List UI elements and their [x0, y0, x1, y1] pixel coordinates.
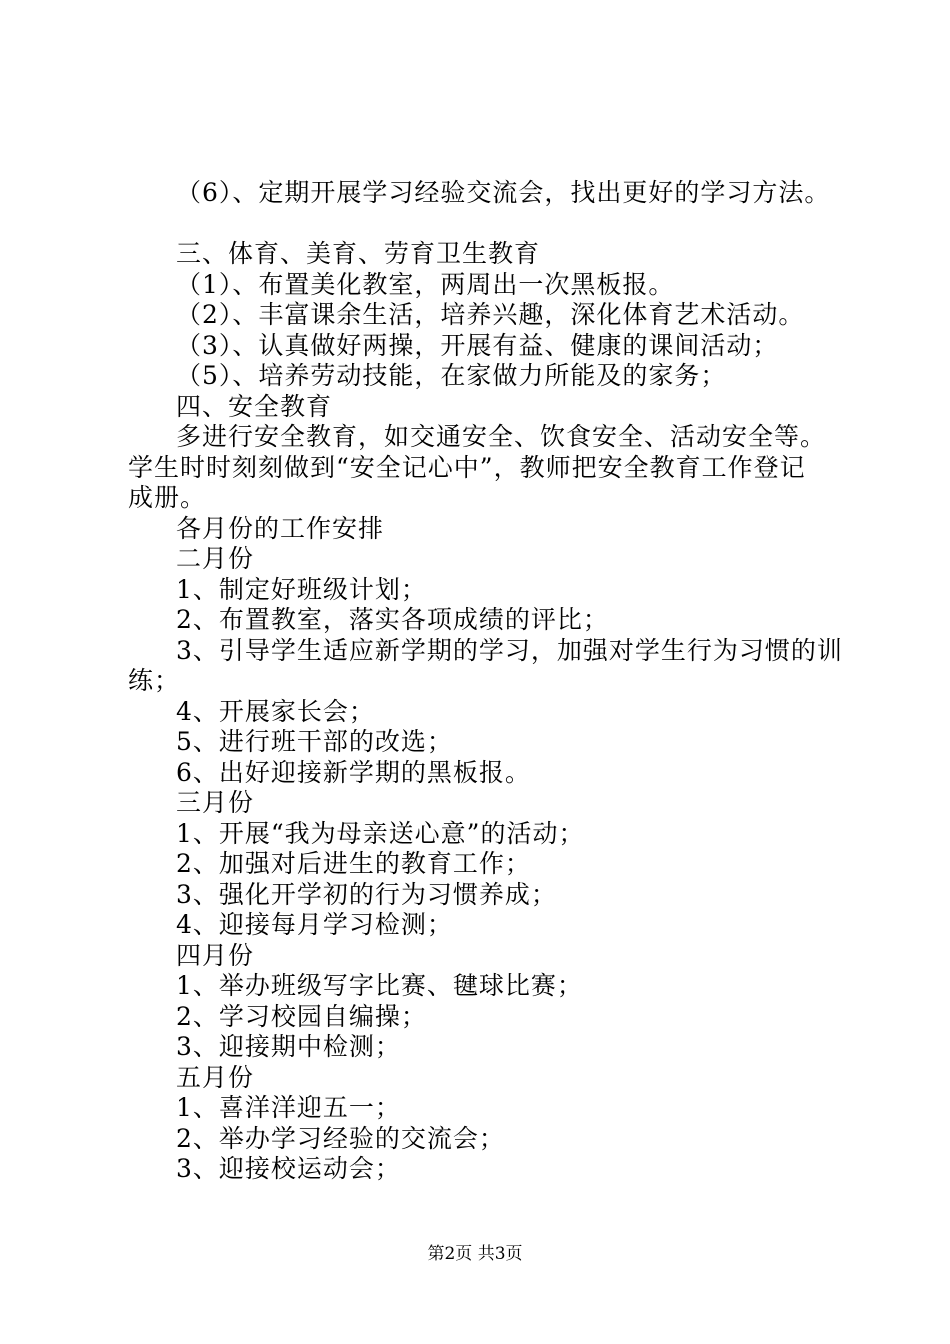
- list-item: 1、制定好班级计划；: [176, 575, 427, 604]
- list-item: 1、开展“我为母亲送心意”的活动；: [176, 819, 585, 848]
- text-line: 练；: [128, 666, 181, 695]
- text-line: （3）、认真做好两操，开展有益、健康的课间活动；: [176, 331, 779, 360]
- text-line: （5）、培养劳动技能，在家做力所能及的家务；: [176, 361, 727, 390]
- list-item: 2、布置教室，落实各项成绩的评比；: [176, 605, 609, 634]
- month-heading: 三月份: [176, 788, 255, 817]
- section-heading: 三、体育、美育、劳育卫生教育: [176, 239, 541, 268]
- list-item: 2、学习校园自编操；: [176, 1002, 427, 1031]
- text-line: （2）、丰富课余生活，培养兴趣，深化体育艺术活动。: [176, 300, 805, 329]
- section-heading: 各月份的工作安排: [176, 514, 385, 543]
- list-item: 2、举办学习经验的交流会；: [176, 1124, 505, 1153]
- list-item: 5、进行班干部的改选；: [176, 727, 453, 756]
- text-line: 多进行安全教育，如交通安全、饮食安全、活动安全等。: [176, 422, 827, 451]
- month-heading: 四月份: [176, 941, 255, 970]
- list-item: 3、引导学生适应新学期的学习，加强对学生行为习惯的训: [176, 636, 843, 665]
- text-line: （1）、布置美化教室，两周出一次黑板报。: [176, 270, 675, 299]
- text-line: 成册。: [128, 483, 207, 512]
- section-heading: 四、安全教育: [176, 392, 333, 421]
- text-line: （6）、定期开展学习经验交流会，找出更好的学习方法。: [176, 178, 831, 207]
- list-item: 6、出好迎接新学期的黑板报。: [176, 758, 531, 787]
- list-item: 3、迎接校运动会；: [176, 1154, 401, 1183]
- month-heading: 二月份: [176, 544, 255, 573]
- text-line: 学生时时刻刻做到“安全记心中”，教师把安全教育工作登记: [128, 453, 806, 482]
- list-item: 3、强化开学初的行为习惯养成；: [176, 880, 557, 909]
- list-item: 2、加强对后进生的教育工作；: [176, 849, 531, 878]
- list-item: 1、举办班级写字比赛、毽球比赛；: [176, 971, 583, 1000]
- list-item: 4、开展家长会；: [176, 697, 375, 726]
- list-item: 4、迎接每月学习检测；: [176, 910, 453, 939]
- month-heading: 五月份: [176, 1063, 255, 1092]
- list-item: 1、喜洋洋迎五一；: [176, 1093, 401, 1122]
- page-number-footer: 第2页 共3页: [427, 1244, 523, 1264]
- list-item: 3、迎接期中检测；: [176, 1032, 401, 1061]
